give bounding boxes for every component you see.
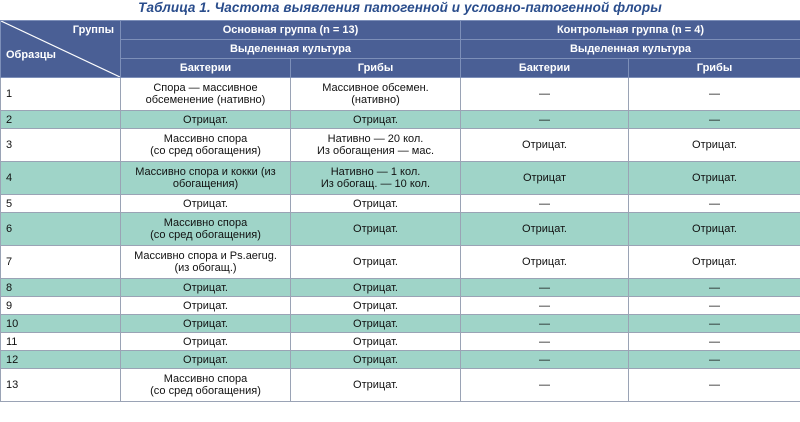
main-bacteria-cell <box>121 279 291 297</box>
cell-line: — <box>539 88 550 100</box>
cell-line: Отрицат. <box>183 353 228 366</box>
control-fungi-cell <box>629 162 800 195</box>
cell-line: — <box>539 299 550 312</box>
cell-line: Отрицат. <box>522 256 567 268</box>
control-bacteria-cell <box>461 279 629 297</box>
table-row <box>1 162 800 195</box>
cell-line: Отрицат. <box>692 223 737 235</box>
cell-line: Отрицат. <box>353 299 398 312</box>
main-fungi-cell <box>291 129 461 162</box>
cell-line: Массивно спора <box>163 217 248 229</box>
table-row <box>1 111 800 129</box>
sample-number: 6 <box>1 213 121 246</box>
main-bacteria-cell <box>121 246 291 279</box>
cell-line: Отрицат. <box>353 281 398 294</box>
main-bacteria-cell <box>121 333 291 351</box>
table-body <box>1 78 800 402</box>
sample-number: 2 <box>1 111 121 129</box>
control-bacteria-cell <box>461 162 629 195</box>
control-fungi-cell <box>629 129 800 162</box>
control-fungi-cell <box>629 279 800 297</box>
table-row <box>1 351 800 369</box>
table-row <box>1 297 800 315</box>
table-row <box>1 246 800 279</box>
sample-number: 5 <box>1 195 121 213</box>
control-bacteria-cell <box>461 369 629 402</box>
table-row <box>1 333 800 351</box>
main-bacteria-cell <box>121 129 291 162</box>
cell-line: (из обогащ.) <box>174 262 237 274</box>
sample-number: 11 <box>1 333 121 351</box>
cell-line: Отрицат. <box>183 299 228 312</box>
cell-line: Массивное обсемен. <box>322 82 429 94</box>
cell-line: — <box>539 335 550 348</box>
table-row <box>1 279 800 297</box>
control-culture-header: Выделенная культура <box>461 40 800 59</box>
sample-number: 1 <box>1 78 121 111</box>
flora-table <box>0 20 800 402</box>
cell-line: — <box>709 113 720 126</box>
table-row <box>1 315 800 333</box>
sample-number: 13 <box>1 369 121 402</box>
main-bacteria-cell <box>121 351 291 369</box>
main-fungi-cell <box>291 297 461 315</box>
cell-line: Массивно спора <box>163 133 248 145</box>
main-bacteria-cell <box>121 213 291 246</box>
cell-line: — <box>539 379 550 391</box>
cell-line: — <box>709 88 720 100</box>
control-bacteria-cell <box>461 297 629 315</box>
cell-line: Отрицат. <box>183 335 228 348</box>
cell-line: Из обогащ. — 10 кол. <box>320 178 431 190</box>
cell-line: — <box>539 353 550 366</box>
cell-line: Отрицат. <box>353 197 398 210</box>
cell-line: Нативно — 20 кол. <box>327 133 424 145</box>
control-bacteria-cell <box>461 213 629 246</box>
table-row <box>1 195 800 213</box>
table-row <box>1 78 800 111</box>
cell-line: обогащения) <box>172 178 239 190</box>
sample-number: 9 <box>1 297 121 315</box>
cell-line: Отрицат <box>522 172 567 184</box>
main-bacteria-cell <box>121 162 291 195</box>
sample-number: 12 <box>1 351 121 369</box>
main-fungi-cell <box>291 195 461 213</box>
cell-line: обсеменение (нативно) <box>145 94 266 106</box>
cell-line: Из обогащения — мас. <box>317 145 434 157</box>
cell-line: — <box>709 335 720 348</box>
control-bacteria-header: Бактерии <box>461 59 629 78</box>
main-fungi-cell <box>291 78 461 111</box>
control-fungi-cell <box>629 315 800 333</box>
main-group-header: Основная группа (n = 13) <box>121 21 461 40</box>
cell-line: Спора — массивное <box>153 82 258 94</box>
cell-line: — <box>709 281 720 294</box>
main-fungi-cell <box>291 315 461 333</box>
main-bacteria-cell <box>121 369 291 402</box>
cell-line: — <box>539 281 550 294</box>
control-fungi-cell <box>629 333 800 351</box>
table-title: Таблица 1. Частота выявления патогенной и условно-патогенной флоры <box>138 0 662 15</box>
cell-line: Нативно — 1 кол. <box>330 166 421 178</box>
main-fungi-header: Грибы <box>291 59 461 78</box>
control-bacteria-cell <box>461 351 629 369</box>
control-bacteria-cell <box>461 315 629 333</box>
main-fungi-cell <box>291 162 461 195</box>
cell-line: Отрицат. <box>183 113 228 126</box>
control-fungi-cell <box>629 78 800 111</box>
main-fungi-cell <box>291 246 461 279</box>
corner-groups-label: Группы <box>72 24 114 36</box>
cell-line: Массивно спора <box>163 373 248 385</box>
sample-number: 10 <box>1 315 121 333</box>
cell-line: Отрицат. <box>353 335 398 348</box>
control-fungi-cell <box>629 369 800 402</box>
cell-line: Массивно спора и кокки (из <box>135 166 276 178</box>
main-bacteria-cell <box>121 297 291 315</box>
cell-line: Отрицат. <box>522 139 567 151</box>
main-fungi-cell <box>291 333 461 351</box>
main-fungi-cell <box>291 369 461 402</box>
header-corner <box>1 21 121 78</box>
cell-line: (со сред обогащения) <box>150 385 261 397</box>
cell-line: Отрицат. <box>353 113 398 126</box>
main-fungi-cell <box>291 351 461 369</box>
sample-number: 8 <box>1 279 121 297</box>
control-fungi-header: Грибы <box>629 59 800 78</box>
cell-line: Отрицат. <box>183 317 228 330</box>
main-bacteria-cell <box>121 78 291 111</box>
cell-line: — <box>709 299 720 312</box>
control-fungi-cell <box>629 213 800 246</box>
control-fungi-cell <box>629 246 800 279</box>
cell-line: — <box>709 379 720 391</box>
control-fungi-cell <box>629 297 800 315</box>
main-bacteria-cell <box>121 195 291 213</box>
cell-line: Отрицат. <box>353 353 398 366</box>
main-culture-header: Выделенная культура <box>121 40 461 59</box>
cell-line: — <box>709 317 720 330</box>
cell-line: Отрицат. <box>692 256 737 268</box>
control-bacteria-cell <box>461 246 629 279</box>
cell-line: Отрицат. <box>692 139 737 151</box>
cell-line: — <box>539 113 550 126</box>
main-bacteria-cell <box>121 315 291 333</box>
cell-line: Отрицат. <box>183 281 228 294</box>
control-group-header: Контрольная группа (n = 4) <box>461 21 800 40</box>
control-fungi-cell <box>629 111 800 129</box>
control-bacteria-cell <box>461 195 629 213</box>
main-fungi-cell <box>291 213 461 246</box>
control-bacteria-cell <box>461 111 629 129</box>
table-row <box>1 213 800 246</box>
sample-number: 3 <box>1 129 121 162</box>
control-fungi-cell <box>629 351 800 369</box>
cell-line: Отрицат. <box>692 172 737 184</box>
cell-line: Отрицат. <box>183 197 228 210</box>
sample-number: 4 <box>1 162 121 195</box>
cell-line: Отрицат. <box>353 223 398 235</box>
control-bacteria-cell <box>461 333 629 351</box>
cell-line: Отрицат. <box>522 223 567 235</box>
control-fungi-cell <box>629 195 800 213</box>
main-bacteria-header: Бактерии <box>121 59 291 78</box>
cell-line: (со сред обогащения) <box>150 229 261 241</box>
cell-line: — <box>539 197 550 210</box>
main-bacteria-cell <box>121 111 291 129</box>
main-fungi-cell <box>291 279 461 297</box>
main-fungi-cell <box>291 111 461 129</box>
cell-line: Отрицат. <box>353 379 398 391</box>
corner-samples-label: Образцы <box>6 49 56 61</box>
control-bacteria-cell <box>461 78 629 111</box>
cell-line: (со сред обогащения) <box>150 145 261 157</box>
cell-line: Отрицат. <box>353 256 398 268</box>
table-row <box>1 129 800 162</box>
sample-number: 7 <box>1 246 121 279</box>
table-row <box>1 369 800 402</box>
cell-line: — <box>539 317 550 330</box>
control-bacteria-cell <box>461 129 629 162</box>
cell-line: — <box>709 353 720 366</box>
cell-line: Отрицат. <box>353 317 398 330</box>
cell-line: (нативно) <box>351 94 400 106</box>
cell-line: Массивно спора и Ps.aerug. <box>134 250 277 262</box>
cell-line: — <box>709 197 720 210</box>
